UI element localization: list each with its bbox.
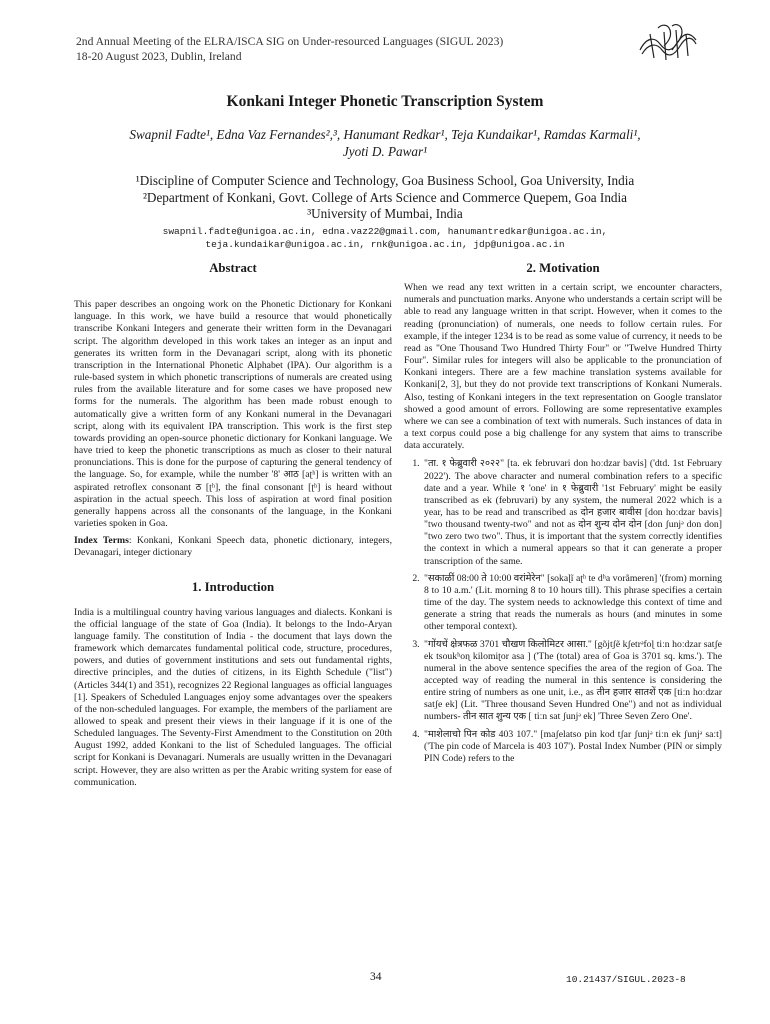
introduction-text: India is a multilingual country having various languages and dialects. Konkani is the official language of the state of Goa (India). It belongs to the Indo-Aryan language family. The constitution of India - the document that lays down the framework which demarcates fundamental political code, structure, procedures, powers, and duties of government institutions and sets out fundamental rights, directive principles, and the duties of citizens, in its Eighth Schedule ("list") (Articles 344(1) and 351), recognizes 22 Regional languages as official languages [1]. Speakers of Scheduled Languages enjoy some advantages over the speakers of the non-scheduled languages. For example, the members of the parliament are allowed to speak and present their views in their language if it is one of the Scheduled languages. The Seventy-First Amendment to the Constitution on 20th August 1992, added Konkani to the list of Scheduled languages. The official script for Konkani is Devanagari. Numerals are usually written in the Devanagari script. However, they are also written as per the Arabic writing system for ease of communication.	[74, 606, 392, 788]
example-item-2: 2. "सकाळीं 08:00 ते 10:00 वरांमेरेन" [sokaɭĩ aʈʰ te dʰa vorãmeren] '(from) morning 8 to 10 a.m.' (Lit. morning 8 to 10 hours till). This phrase specifies a certain time of the day. The system needs to acknowledge this context of time and generate a string that reads the numerals as hours (and minutes in some other temporal context).	[422, 573, 722, 634]
example-item-1: 1. "ता. १ फेब्रुवारी २०२२" [ta. ek februvari don hoːdzar bavis] ('dtd. 1st February 2022'). The above character and numeral combination refers to a specific date and a year. While १ 'one' in १ फेब्रुवारी '1st February' might be easily transcribed as ek (februvari) by any system, the numeral 2022 which is a year, has to be read and transcribed as दोन हजार बावीस [don hoːdzar bavis] "two thousand twenty-two" and not as दोन शुन्य दोन दोन [don ʃunjᵊ don don] "two zero two two". Thus, it is important that the system correctly identifies the context in which a numeral appears so that it can generate a proper transcription of the same.	[422, 458, 722, 567]
abstract-text: This paper describes an ongoing work on the Phonetic Dictionary for Konkani language. In this work, we have build a resource that would phonetically transcribe Konkani Integers and generate their written form in the Devanagari script. The algorithm developed in this work takes an integer as an input and generates its written form in the Devanagari script, along with its phonetic transcription in the International Phonetic Alphabet (IPA). Our algorithm is a rule-based system in which phonetic transcriptions of numerals are created using rules from the available literature and for some cases we have proposed new forms for the numerals. The algorithm has been made robust enough to automatically give a written form of any Konkani numeral in the Devanagari script, along with its equivalent IPA transcription. This work is the first step towards providing an open-source phonetic dictionary for Konkani language. We have tried to keep the phonetic transcriptions as much as closer to their natural pronunciations. This is done for the purpose of capturing the general tendency of the language. So, for example, while the number '8' आठ [aʈʰ] is written with an aspirated retroflex consonant ठ [ʈʰ], the final consonant [ʈʰ] is heard without aspiration in the actual speech. This loss of aspiration at word final position generally happens across all the consonants of the language, in the Konkani varieties spoken in Goa.	[74, 299, 392, 529]
author-list	[70, 126, 700, 160]
motivation-heading: 2. Motivation	[526, 261, 600, 275]
affiliation-1: ¹Discipline of Computer Science and Technology, Goa Business School, Goa University, India	[135, 173, 635, 188]
paper-title: Konkani Integer Phonetic Transcription System	[226, 93, 544, 110]
right-column	[404, 262, 722, 770]
affiliations	[50, 173, 720, 223]
index-terms-list: : Konkani, Konkani Speech data, phonetic dictionary, integers, Devanagari, integer dictionary	[74, 535, 392, 559]
left-column	[74, 262, 392, 789]
page-number: 34	[370, 971, 382, 983]
affiliation-2: ²Department of Konkani, Govt. College of Arts Science and Commerce Quepem, Goa India	[142, 189, 628, 205]
authors-line-1: Swapnil Fadte¹, Edna Vaz Fernandes²,³, Hanumant Redkar¹, Teja Kundaikar¹, Ramdas Karmali¹,	[129, 127, 641, 142]
emails-line-2: teja.kundaikar@unigoa.ac.in, rnk@unigoa.ac.in, jdp@unigoa.ac.in	[205, 238, 565, 250]
conference-name: 2nd Annual Meeting of the ELRA/ISCA SIG on Under-resourced Languages (SIGUL 2023)	[76, 35, 504, 48]
example-item-3: 3. "गोंयचें क्षेत्रफळ 3701 चौखण किलोमिटर आसा." [gõjtʃẽ kʃetrᵊfoɭ tiːn hoːdzar satʃe ek tsoukʰoɳ kilomiʈor asa ] ('The (total) area of Goa is 3701 sq. kms.'). The numeral in the above sentence specifies the area of the region of Goa. The accepted way of reading the numeral in this sentence is considering the entire string of numbers as one unit, i.e., as तीन हजार सातशें एक [tiːn hoːdzar satʃe ek] (Lit. "Three thousand Seven Hundred One") and not as individual numbers- तीन सात शुन्य एक [ tiːn sat ʃunjᵊ ek] 'Three Seven Zero One'.	[422, 639, 722, 724]
example-item-4: 4. "माशेलाचो पिन कोड 403 107." [maʃelatso pin kod tʃar ʃunjᵊ tiːn ek ʃunjᵊ saːt] ('The pin code of Marcela is 403 107'). Postal Index Number (PIN or simply PIN Code) refers to the	[422, 729, 722, 765]
doi-label: 10.21437/SIGUL.2023-8	[566, 974, 686, 985]
index-terms	[74, 535, 392, 559]
introduction-heading: 1. Introduction	[191, 580, 275, 595]
author-emails	[50, 226, 720, 251]
motivation-text: When we read any text written in a certain script, we encounter characters, numerals and punctuation marks. Anyone who understands a certain script will be able to read any language written in that script. However, when it comes to the reading (pronunciation) of numerals, one needs to follow certain rules. For example, if the integer 1234 is to be read as some value of currency, it needs to be read as "One Thousand Two Hundred Thirty Four" or "Twelve Hundred Thirty Four". Similar rules for integers will also be applicable to the pronunciation of Konkani integers. There are a few machine translation systems available for Konkani[2, 3], but they do not provide text transcriptions of Konkani Numerals. Also, testing of Konkani integers in the text representation on Google translator showed a good amount of errors. Following are some representative examples where we can see a combination of text with numerals. Such instances of data in a text corpus could pose a big challenge for any system that aims to transcribe data accurately.	[404, 282, 722, 452]
affiliation-3: ³University of Mumbai, India	[307, 206, 463, 221]
sigul-logo	[636, 20, 700, 64]
emails-line-1: swapnil.fadte@unigoa.ac.in, edna.vaz22@gmail.com, hanumantredkar@unigoa.ac.in,	[162, 226, 608, 237]
index-terms-label: Index Terms	[74, 535, 129, 547]
authors-line-2: Jyoti D. Pawar¹	[342, 144, 428, 159]
conference-date-location: 18-20 August 2023, Dublin, Ireland	[76, 50, 242, 63]
conference-header	[76, 34, 503, 64]
abstract-heading: Abstract	[209, 261, 257, 275]
example-list	[404, 458, 722, 765]
